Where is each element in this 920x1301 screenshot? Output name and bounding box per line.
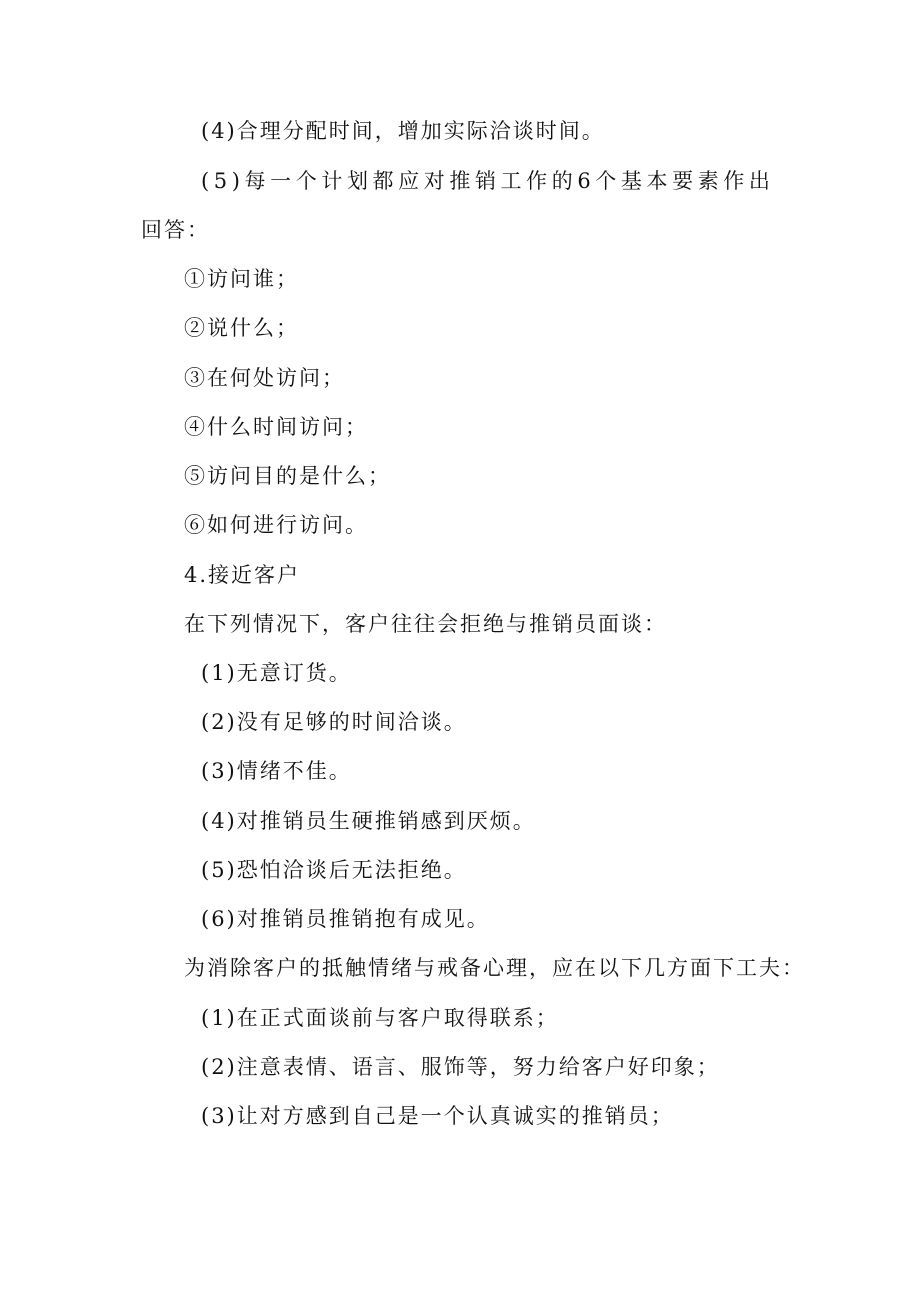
- text-line-refusal-5: (5)恐怕洽谈后无法拒绝。: [201, 858, 467, 882]
- text-line-circled-5: ⑤访问目的是什么；: [184, 464, 391, 488]
- text-line-remedy-1: (1)在正式面谈前与客户取得联系；: [201, 1006, 559, 1030]
- text-line-item-4-time: (4)合理分配时间，增加实际洽谈时间。: [201, 119, 605, 143]
- text-line-refusal-3: (3)情绪不佳。: [201, 759, 352, 783]
- text-line-circled-4: ④什么时间访问；: [184, 415, 368, 439]
- text-line-refusal-4: (4)对推销员生硬推销感到厌烦。: [201, 809, 536, 833]
- text-line-remedy-3: (3)让对方感到自己是一个认真诚实的推销员；: [201, 1104, 674, 1128]
- text-line-circled-2: ②说什么；: [184, 316, 299, 340]
- text-line-circled-1: ①访问谁；: [184, 267, 299, 291]
- text-line-remedy-2: (2)注意表情、语言、服饰等，努力给客户好印象；: [201, 1055, 720, 1079]
- text-line-item-5-plan: (5)每一个计划都应对推销工作的6个基本要素作出: [201, 169, 775, 193]
- text-line-refusal-1: (1)无意订货。: [201, 661, 352, 685]
- text-line-remedy-intro: 为消除客户的抵触情绪与戒备心理，应在以下几方面下工夫：: [184, 956, 805, 980]
- text-line-answer: 回答：: [141, 218, 210, 242]
- text-line-refusal-intro: 在下列情况下，客户往往会拒绝与推销员面谈：: [184, 612, 667, 636]
- text-line-circled-6: ⑥如何进行访问。: [184, 513, 368, 537]
- text-line-circled-3: ③在何处访问；: [184, 366, 345, 390]
- section-heading-approach-customer: 4.接近客户: [184, 563, 301, 587]
- text-line-refusal-6: (6)对推销员推销抱有成见。: [201, 907, 490, 931]
- text-line-refusal-2: (2)没有足够的时间洽谈。: [201, 710, 467, 734]
